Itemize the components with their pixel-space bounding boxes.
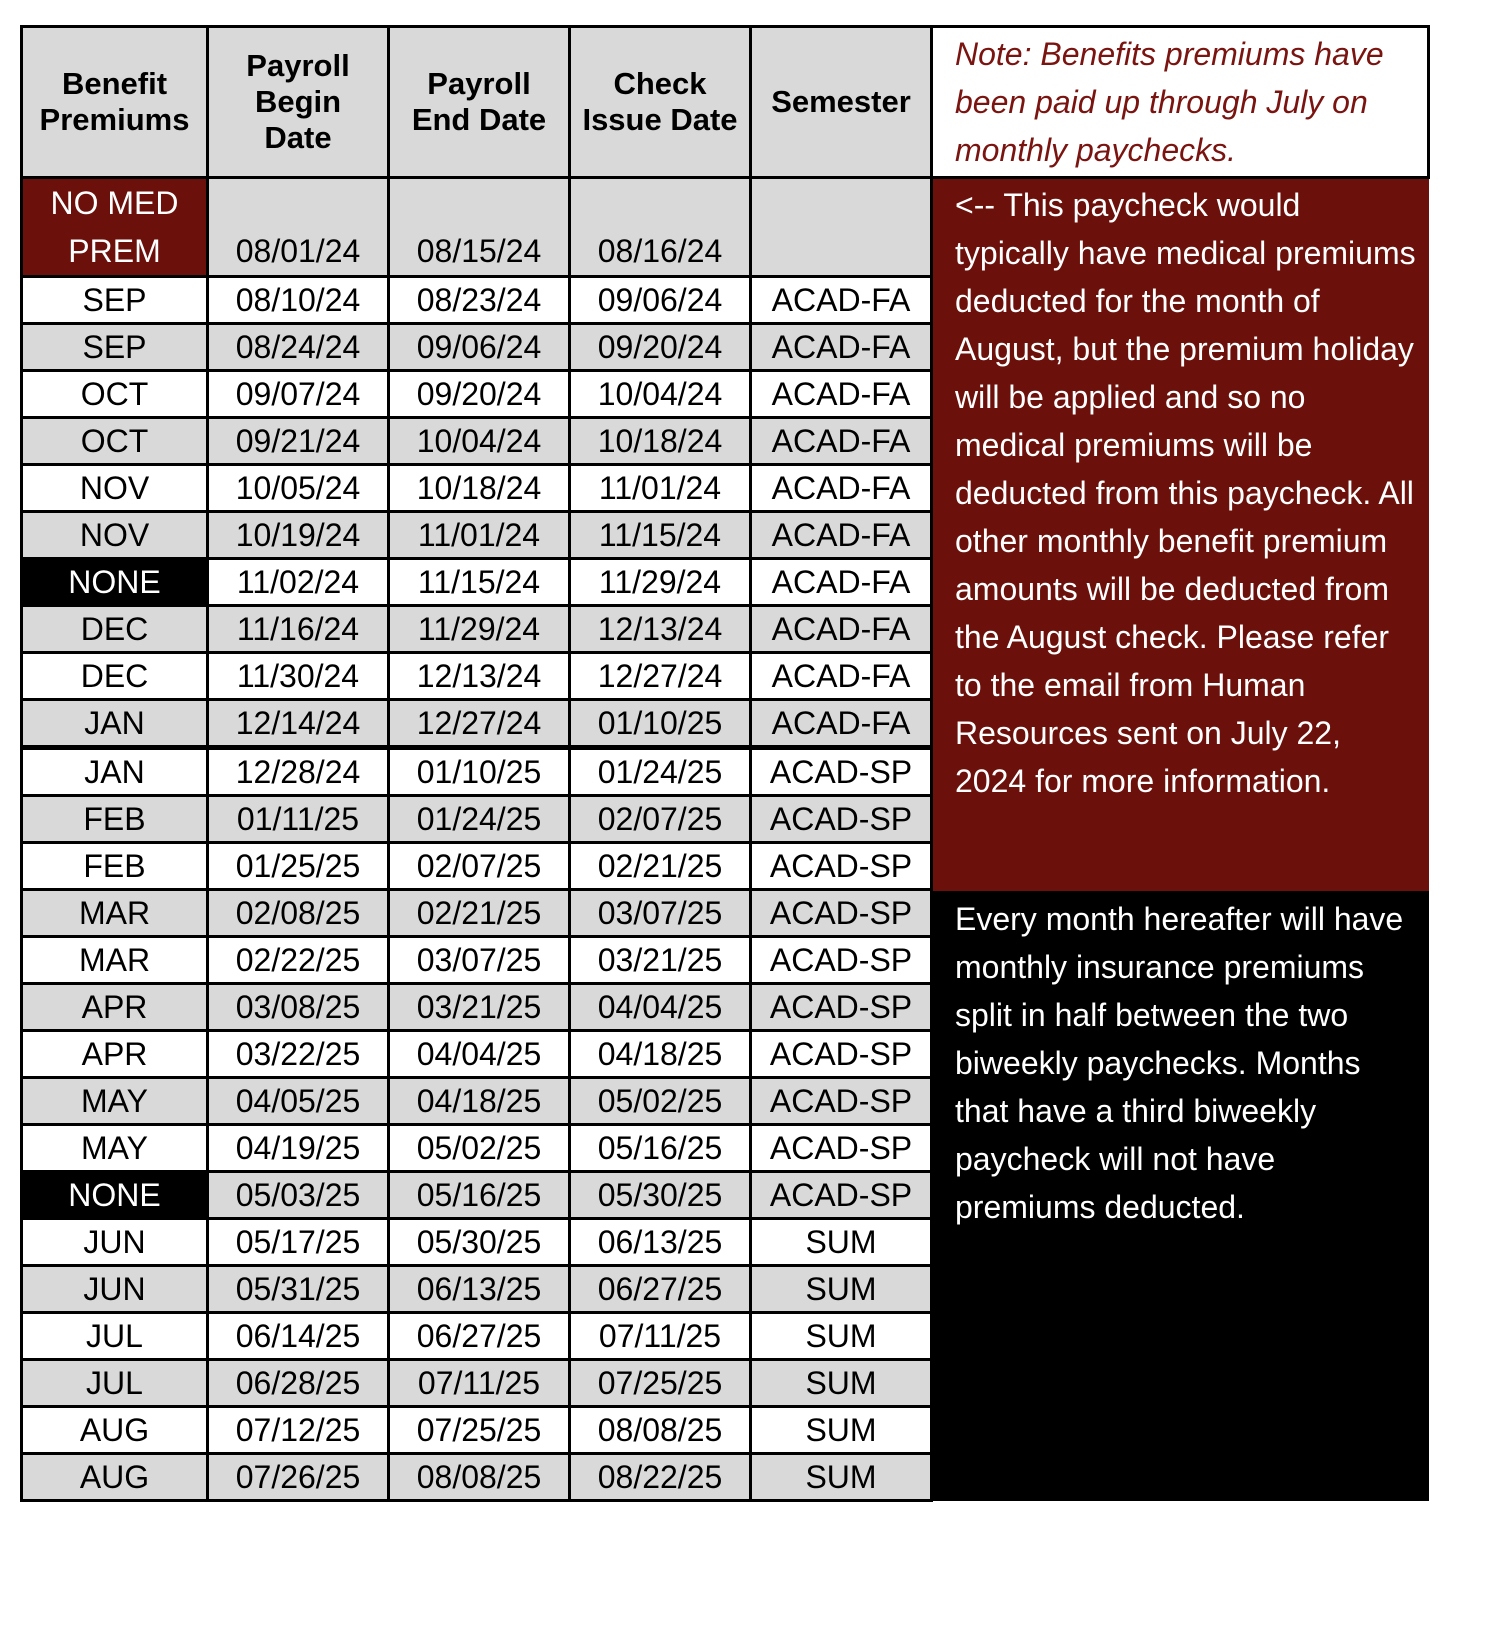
semester-cell: ACAD-SP <box>751 796 932 843</box>
payroll-end-cell: 10/18/24 <box>389 465 570 512</box>
split-premiums-note: Every month hereafter will have monthly insurance premiums split in half between the two biweekly paychecks. Months that have a third biweekly paycheck will not have premiums deducted. <box>933 891 1429 1501</box>
header-row <box>22 27 1429 178</box>
header-payroll-end-date: Payroll End Date <box>389 27 570 178</box>
premium-cell: APR <box>22 984 208 1031</box>
premium-holiday-note: <-- This paycheck would typically have medical premiums deducted for the month of August, but the premium holiday will be applied and so no medical premiums will be deducted from this paycheck. All other monthly benefit premium amounts will be deducted from the August check. Please refer to the email from Human Resources sent on July 22, 2024 for more information. <box>933 179 1429 891</box>
payroll-end-cell: 06/27/25 <box>389 1313 570 1360</box>
semester-cell: ACAD-FA <box>751 465 932 512</box>
payroll-begin-cell: 05/17/25 <box>208 1219 389 1266</box>
payroll-begin-cell: 04/05/25 <box>208 1078 389 1125</box>
premium-cell: MAR <box>22 937 208 984</box>
header-benefit-premiums: Benefit Premiums <box>22 27 208 178</box>
payroll-end-cell: 11/29/24 <box>389 606 570 653</box>
check-issue-cell: 11/15/24 <box>570 512 751 559</box>
semester-cell: ACAD-FA <box>751 277 932 324</box>
payroll-begin-cell: 09/21/24 <box>208 418 389 465</box>
payroll-end-cell: 08/08/25 <box>389 1454 570 1501</box>
payroll-end-cell: 09/20/24 <box>389 371 570 418</box>
payroll-end-cell: 11/15/24 <box>389 559 570 606</box>
check-issue-cell: 01/24/25 <box>570 748 751 796</box>
payroll-begin-cell: 07/12/25 <box>208 1407 389 1454</box>
semester-cell: ACAD-FA <box>751 700 932 748</box>
premium-cell: JUN <box>22 1219 208 1266</box>
payroll-end-cell: 11/01/24 <box>389 512 570 559</box>
check-issue-cell: 04/18/25 <box>570 1031 751 1078</box>
payroll-begin-cell: 01/11/25 <box>208 796 389 843</box>
payroll-end-cell: 07/25/25 <box>389 1407 570 1454</box>
payroll-end-cell: 05/02/25 <box>389 1125 570 1172</box>
premium-cell: OCT <box>22 371 208 418</box>
payroll-end-cell: 07/11/25 <box>389 1360 570 1407</box>
premium-cell: MAY <box>22 1078 208 1125</box>
semester-cell: ACAD-SP <box>751 748 932 796</box>
note-paid-through-july: Note: Benefits premiums have been paid up through July on monthly paychecks. <box>932 27 1429 178</box>
payroll-begin-cell: 02/22/25 <box>208 937 389 984</box>
payroll-end-cell: 09/06/24 <box>389 324 570 371</box>
payroll-end-cell: 06/13/25 <box>389 1266 570 1313</box>
premium-cell: AUG <box>22 1407 208 1454</box>
payroll-begin-cell: 01/25/25 <box>208 843 389 890</box>
payroll-begin-cell: 05/03/25 <box>208 1172 389 1219</box>
premium-cell: JAN <box>22 748 208 796</box>
premium-cell: JUL <box>22 1313 208 1360</box>
check-issue-cell: 02/07/25 <box>570 796 751 843</box>
check-issue-cell: 08/22/25 <box>570 1454 751 1501</box>
premium-cell: SEP <box>22 277 208 324</box>
payroll-begin-cell: 11/16/24 <box>208 606 389 653</box>
payroll-begin-cell: 03/08/25 <box>208 984 389 1031</box>
check-issue-cell: 03/21/25 <box>570 937 751 984</box>
semester-cell: ACAD-FA <box>751 324 932 371</box>
check-issue-cell: 06/13/25 <box>570 1219 751 1266</box>
check-issue-cell: 07/11/25 <box>570 1313 751 1360</box>
benefit-premium-schedule <box>20 25 1430 1502</box>
payroll-begin-cell: 08/10/24 <box>208 277 389 324</box>
payroll-begin-cell: 09/07/24 <box>208 371 389 418</box>
semester-cell: ACAD-FA <box>751 653 932 700</box>
premium-cell: JAN <box>22 700 208 748</box>
semester-cell: ACAD-SP <box>751 937 932 984</box>
payroll-begin-cell: 08/01/24 <box>208 178 389 277</box>
payroll-end-cell: 12/27/24 <box>389 700 570 748</box>
check-issue-cell: 08/16/24 <box>570 178 751 277</box>
payroll-begin-cell: 04/19/25 <box>208 1125 389 1172</box>
payroll-end-cell: 03/21/25 <box>389 984 570 1031</box>
payroll-begin-cell: 06/28/25 <box>208 1360 389 1407</box>
premium-cell: APR <box>22 1031 208 1078</box>
semester-cell: ACAD-FA <box>751 512 932 559</box>
header-payroll-begin-date: Payroll Begin Date <box>208 27 389 178</box>
semester-cell: SUM <box>751 1407 932 1454</box>
premium-cell: OCT <box>22 418 208 465</box>
side-notes-wrap <box>933 179 1429 1501</box>
premium-cell: DEC <box>22 653 208 700</box>
payroll-end-cell: 04/18/25 <box>389 1078 570 1125</box>
check-issue-cell: 04/04/25 <box>570 984 751 1031</box>
payroll-begin-cell: 12/14/24 <box>208 700 389 748</box>
check-issue-cell: 12/27/24 <box>570 653 751 700</box>
check-issue-cell: 11/01/24 <box>570 465 751 512</box>
payroll-begin-cell: 10/19/24 <box>208 512 389 559</box>
semester-cell: ACAD-SP <box>751 890 932 937</box>
semester-cell: SUM <box>751 1313 932 1360</box>
semester-cell: ACAD-SP <box>751 843 932 890</box>
side-notes <box>932 178 1429 1501</box>
premium-cell: JUN <box>22 1266 208 1313</box>
premium-cell: MAY <box>22 1125 208 1172</box>
payroll-end-cell: 02/21/25 <box>389 890 570 937</box>
check-issue-cell: 09/06/24 <box>570 277 751 324</box>
payroll-begin-cell: 03/22/25 <box>208 1031 389 1078</box>
premium-cell: FEB <box>22 843 208 890</box>
payroll-begin-cell: 11/30/24 <box>208 653 389 700</box>
payroll-end-cell: 01/24/25 <box>389 796 570 843</box>
payroll-end-cell: 08/23/24 <box>389 277 570 324</box>
semester-cell: ACAD-FA <box>751 606 932 653</box>
payroll-end-cell: 04/04/25 <box>389 1031 570 1078</box>
check-issue-cell: 05/02/25 <box>570 1078 751 1125</box>
semester-cell: ACAD-SP <box>751 1078 932 1125</box>
check-issue-cell: 03/07/25 <box>570 890 751 937</box>
semester-cell: SUM <box>751 1266 932 1313</box>
payroll-end-cell: 03/07/25 <box>389 937 570 984</box>
header-semester: Semester <box>751 27 932 178</box>
header-check-issue-date: Check Issue Date <box>570 27 751 178</box>
table-row <box>22 178 1429 277</box>
premium-cell: NOV <box>22 465 208 512</box>
payroll-end-cell: 08/15/24 <box>389 178 570 277</box>
payroll-end-cell: 10/04/24 <box>389 418 570 465</box>
premium-cell: NO MED PREM <box>22 178 208 277</box>
premium-cell: FEB <box>22 796 208 843</box>
premium-cell: NOV <box>22 512 208 559</box>
check-issue-cell: 05/30/25 <box>570 1172 751 1219</box>
semester-cell: ACAD-FA <box>751 371 932 418</box>
premium-cell: AUG <box>22 1454 208 1501</box>
premium-cell: SEP <box>22 324 208 371</box>
payroll-end-cell: 05/30/25 <box>389 1219 570 1266</box>
payroll-begin-cell: 07/26/25 <box>208 1454 389 1501</box>
semester-cell: ACAD-SP <box>751 984 932 1031</box>
payroll-begin-cell: 12/28/24 <box>208 748 389 796</box>
check-issue-cell: 08/08/25 <box>570 1407 751 1454</box>
payroll-begin-cell: 11/02/24 <box>208 559 389 606</box>
check-issue-cell: 12/13/24 <box>570 606 751 653</box>
payroll-begin-cell: 08/24/24 <box>208 324 389 371</box>
payroll-end-cell: 12/13/24 <box>389 653 570 700</box>
payroll-begin-cell: 02/08/25 <box>208 890 389 937</box>
semester-cell: ACAD-SP <box>751 1172 932 1219</box>
premium-cell: DEC <box>22 606 208 653</box>
semester-cell <box>751 178 932 277</box>
check-issue-cell: 10/18/24 <box>570 418 751 465</box>
semester-cell: SUM <box>751 1454 932 1501</box>
check-issue-cell: 11/29/24 <box>570 559 751 606</box>
semester-cell: SUM <box>751 1360 932 1407</box>
semester-cell: SUM <box>751 1219 932 1266</box>
check-issue-cell: 01/10/25 <box>570 700 751 748</box>
payroll-end-cell: 05/16/25 <box>389 1172 570 1219</box>
payroll-begin-cell: 06/14/25 <box>208 1313 389 1360</box>
check-issue-cell: 07/25/25 <box>570 1360 751 1407</box>
semester-cell: ACAD-FA <box>751 559 932 606</box>
semester-cell: ACAD-SP <box>751 1125 932 1172</box>
premium-cell: JUL <box>22 1360 208 1407</box>
payroll-begin-cell: 05/31/25 <box>208 1266 389 1313</box>
semester-cell: ACAD-SP <box>751 1031 932 1078</box>
schedule-table <box>20 25 1430 1502</box>
check-issue-cell: 10/04/24 <box>570 371 751 418</box>
check-issue-cell: 09/20/24 <box>570 324 751 371</box>
check-issue-cell: 02/21/25 <box>570 843 751 890</box>
payroll-end-cell: 02/07/25 <box>389 843 570 890</box>
semester-cell: ACAD-FA <box>751 418 932 465</box>
premium-cell: MAR <box>22 890 208 937</box>
premium-cell: NONE <box>22 1172 208 1219</box>
payroll-begin-cell: 10/05/24 <box>208 465 389 512</box>
check-issue-cell: 06/27/25 <box>570 1266 751 1313</box>
check-issue-cell: 05/16/25 <box>570 1125 751 1172</box>
premium-cell: NONE <box>22 559 208 606</box>
payroll-end-cell: 01/10/25 <box>389 748 570 796</box>
